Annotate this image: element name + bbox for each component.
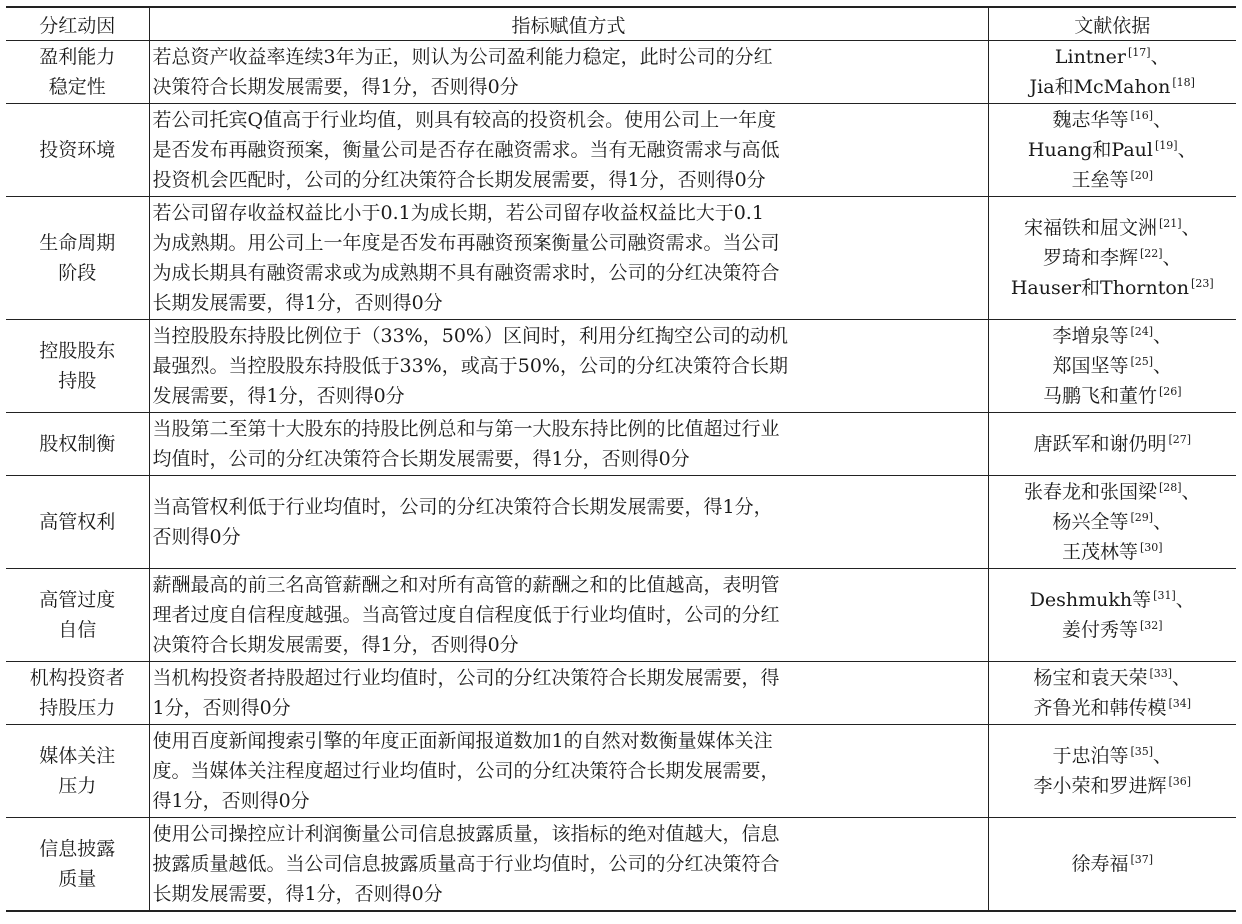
reference-author: 宋福铁和屈文洲 — [1023, 217, 1157, 239]
reference-separator: 、 — [1153, 511, 1173, 533]
method-cell — [149, 662, 988, 725]
references-cell — [988, 104, 1236, 197]
table-row — [6, 320, 1236, 413]
reference-item — [992, 351, 1234, 381]
factor-line: 压力 — [58, 775, 97, 797]
method-cell — [149, 725, 988, 818]
table-row — [6, 197, 1236, 320]
method-line: 当股第二至第十大股东的持股比例总和与第一大股东持比例的比值超过行业 — [152, 418, 780, 440]
method-line: 披露质量越低。当公司信息披露质量高于行业均值时，公司的分红决策符合 — [152, 853, 780, 875]
method-line: 若公司托宾Q值高于行业均值，则具有较高的投资机会。使用公司上一年度 — [152, 109, 777, 131]
factor-line: 媒体关注 — [39, 745, 116, 767]
reference-number: [37] — [1130, 852, 1154, 866]
method-line: 理者过度自信程度越强。当高管过度自信程度低于行业均值时，公司的分红 — [152, 604, 780, 626]
reference-separator: 、 — [1153, 355, 1173, 377]
reference-number: [34] — [1168, 696, 1192, 710]
reference-author: 马鹏飞和董竹 — [1042, 385, 1157, 407]
method-line: 决策符合长期发展需要，得1分，否则得0分 — [152, 634, 519, 656]
reference-number: [20] — [1130, 168, 1154, 182]
reference-author: 郑国坚等 — [1052, 355, 1129, 377]
reference-item — [992, 381, 1234, 411]
method-cell — [149, 41, 988, 104]
method-line: 为成长期具有融资需求或为成熟期不具有融资需求时，公司的分红决策符合 — [152, 262, 780, 284]
reference-number: [16] — [1130, 108, 1154, 122]
reference-number: [24] — [1130, 324, 1154, 338]
factor-cell — [6, 413, 149, 476]
method-cell — [149, 197, 988, 320]
method-line: 最强烈。当控股股东持股低于33%，或高于50%，公司的分红决策符合长期 — [152, 355, 788, 377]
table-row — [6, 104, 1236, 197]
reference-number: [33] — [1149, 666, 1173, 680]
method-cell — [149, 320, 988, 413]
header-factor: 分红动因 — [6, 7, 149, 41]
reference-separator: 、 — [1153, 325, 1173, 347]
reference-item — [992, 849, 1234, 879]
references-cell — [988, 818, 1236, 912]
reference-author: 王垒等 — [1071, 169, 1129, 191]
references-cell — [988, 197, 1236, 320]
factor-cell — [6, 818, 149, 912]
method-line: 为成熟期。用公司上一年度是否发布再融资预案衡量公司融资需求。当公司 — [152, 232, 780, 254]
method-line: 长期发展需要，得1分，否则得0分 — [152, 883, 443, 905]
references-cell — [988, 41, 1236, 104]
reference-item — [992, 693, 1234, 723]
reference-separator: 、 — [1177, 139, 1197, 161]
header-references: 文献依据 — [988, 7, 1236, 41]
factor-cell — [6, 320, 149, 413]
reference-author: 罗琦和李辉 — [1042, 247, 1138, 269]
reference-separator: 、 — [1175, 589, 1195, 611]
references-cell — [988, 320, 1236, 413]
references-cell — [988, 476, 1236, 569]
reference-item — [992, 213, 1234, 243]
reference-author: 杨兴全等 — [1052, 511, 1129, 533]
method-line: 得1分，否则得0分 — [152, 790, 310, 812]
factor-line: 控股股东 — [39, 340, 116, 362]
reference-item — [992, 585, 1234, 615]
reference-number: [31] — [1153, 588, 1176, 602]
reference-number: [30] — [1139, 540, 1163, 554]
factor-line: 阶段 — [58, 262, 97, 284]
table-row — [6, 476, 1236, 569]
reference-author: Lintner — [1054, 46, 1127, 68]
reference-number: [36] — [1168, 774, 1192, 788]
table-row — [6, 413, 1236, 476]
reference-author: 张春龙和张国梁 — [1023, 481, 1157, 503]
method-line: 使用百度新闻搜索引擎的年度正面新闻报道数加1的自然对数衡量媒体关注 — [152, 730, 773, 752]
reference-number: [32] — [1139, 618, 1163, 632]
method-cell — [149, 569, 988, 662]
reference-author: 魏志华等 — [1052, 109, 1129, 131]
factor-line: 持股压力 — [39, 697, 116, 719]
reference-author: 于忠泊等 — [1052, 745, 1129, 767]
method-line: 度。当媒体关注程度超过行业均值时，公司的分红决策符合长期发展需要， — [152, 760, 780, 782]
reference-number: [21] — [1158, 216, 1182, 230]
factor-line: 自信 — [58, 619, 97, 641]
reference-item — [992, 273, 1234, 303]
reference-number: [17] — [1128, 45, 1151, 59]
reference-number: [26] — [1158, 384, 1182, 398]
method-line: 若公司留存收益权益比小于0.1为成长期，若公司留存收益权益比大于0.1 — [152, 202, 764, 224]
factor-line: 股权制衡 — [39, 433, 116, 455]
method-line: 薪酬最高的前三名高管薪酬之和对所有高管的薪酬之和的比值越高，表明管 — [152, 574, 780, 596]
reference-number: [22] — [1139, 246, 1163, 260]
reference-item — [992, 741, 1234, 771]
table-row — [6, 662, 1236, 725]
reference-item — [992, 771, 1234, 801]
reference-item — [992, 507, 1234, 537]
factor-cell — [6, 662, 149, 725]
factor-cell — [6, 197, 149, 320]
factor-line: 投资环境 — [39, 139, 116, 161]
factor-cell — [6, 725, 149, 818]
reference-number: [25] — [1130, 354, 1154, 368]
factor-cell — [6, 476, 149, 569]
table-row — [6, 725, 1236, 818]
table-row — [6, 41, 1236, 104]
reference-author: 李增泉等 — [1052, 325, 1129, 347]
table-body — [6, 41, 1236, 912]
references-cell — [988, 569, 1236, 662]
method-line: 长期发展需要，得1分，否则得0分 — [152, 292, 443, 314]
table-header — [6, 7, 1236, 41]
method-line: 否则得0分 — [152, 526, 241, 548]
method-line: 投资机会匹配时，公司的分红决策符合长期发展需要，得1分，否则得0分 — [152, 169, 766, 191]
reference-item — [992, 165, 1234, 195]
factor-line: 稳定性 — [48, 76, 106, 98]
reference-separator: 、 — [1153, 109, 1173, 131]
method-line: 均值时，公司的分红决策符合长期发展需要，得1分，否则得0分 — [152, 448, 690, 470]
reference-number: [18] — [1172, 75, 1195, 89]
reference-separator: 、 — [1172, 667, 1192, 689]
method-cell — [149, 413, 988, 476]
factor-line: 生命周期 — [39, 232, 116, 254]
factor-line: 盈利能力 — [39, 46, 116, 68]
reference-item — [992, 42, 1234, 72]
factor-cell — [6, 569, 149, 662]
reference-item — [992, 663, 1234, 693]
reference-number: [28] — [1158, 480, 1182, 494]
factor-line: 高管权利 — [39, 511, 116, 533]
reference-item — [992, 105, 1234, 135]
reference-number: [23] — [1191, 276, 1214, 290]
factor-line: 质量 — [58, 868, 97, 890]
reference-number: [35] — [1130, 744, 1154, 758]
reference-author: 齐鲁光和韩传模 — [1033, 697, 1167, 719]
table-row — [6, 818, 1236, 912]
reference-separator: 、 — [1181, 217, 1201, 239]
method-line: 使用公司操控应计利润衡量公司信息披露质量，该指标的绝对值越大，信息 — [152, 823, 780, 845]
method-cell — [149, 818, 988, 912]
reference-item — [992, 243, 1234, 273]
reference-separator: 、 — [1150, 46, 1170, 68]
reference-author: 唐跃军和谢仍明 — [1033, 433, 1167, 455]
factor-line: 高管过度 — [39, 589, 116, 611]
reference-author: Deshmukh等 — [1029, 589, 1152, 611]
reference-item — [992, 72, 1234, 102]
reference-separator: 、 — [1153, 745, 1173, 767]
reference-author: Hauser和Thornton — [1010, 277, 1190, 299]
method-cell — [149, 476, 988, 569]
reference-item — [992, 135, 1234, 165]
references-cell — [988, 725, 1236, 818]
method-line: 发展需要，得1分，否则得0分 — [152, 385, 405, 407]
reference-item — [992, 537, 1234, 567]
method-line: 是否发布再融资预案，衡量公司是否存在融资需求。当有无融资需求与高低 — [152, 139, 780, 161]
table-row — [6, 569, 1236, 662]
method-line: 当控股股东持股比例位于（33%，50%）区间时，利用分红掏空公司的动机 — [152, 325, 788, 347]
reference-author: 徐寿福 — [1071, 853, 1129, 875]
method-line: 1分，否则得0分 — [152, 697, 291, 719]
method-line: 决策符合长期发展需要，得1分，否则得0分 — [152, 76, 519, 98]
reference-author: 李小荣和罗进辉 — [1033, 775, 1167, 797]
reference-separator: 、 — [1162, 247, 1182, 269]
header-row — [6, 7, 1236, 41]
references-cell — [988, 413, 1236, 476]
reference-author: 姜付秀等 — [1061, 619, 1138, 641]
reference-item — [992, 429, 1234, 459]
dividend-motive-table — [6, 6, 1236, 912]
reference-item — [992, 477, 1234, 507]
factor-line: 信息披露 — [39, 838, 116, 860]
reference-author: Huang和Paul — [1027, 139, 1153, 161]
method-cell — [149, 104, 988, 197]
factor-line: 持股 — [58, 370, 97, 392]
reference-author: 杨宝和袁天荣 — [1033, 667, 1148, 689]
reference-separator: 、 — [1181, 481, 1201, 503]
reference-number: [27] — [1168, 432, 1192, 446]
method-line: 当机构投资者持股超过行业均值时，公司的分红决策符合长期发展需要，得 — [152, 667, 780, 689]
header-method: 指标赋值方式 — [149, 7, 988, 41]
reference-item — [992, 615, 1234, 645]
references-cell — [988, 662, 1236, 725]
factor-cell — [6, 104, 149, 197]
reference-author: Jia和McMahon — [1029, 76, 1171, 98]
method-line: 若总资产收益率连续3年为正，则认为公司盈利能力稳定，此时公司的分红 — [152, 46, 773, 68]
method-line: 当高管权利低于行业均值时，公司的分红决策符合长期发展需要，得1分， — [152, 496, 773, 518]
factor-cell — [6, 41, 149, 104]
factor-line: 机构投资者 — [29, 667, 125, 689]
reference-number: [19] — [1155, 138, 1178, 152]
reference-item — [992, 321, 1234, 351]
reference-author: 王茂林等 — [1061, 541, 1138, 563]
reference-number: [29] — [1130, 510, 1154, 524]
